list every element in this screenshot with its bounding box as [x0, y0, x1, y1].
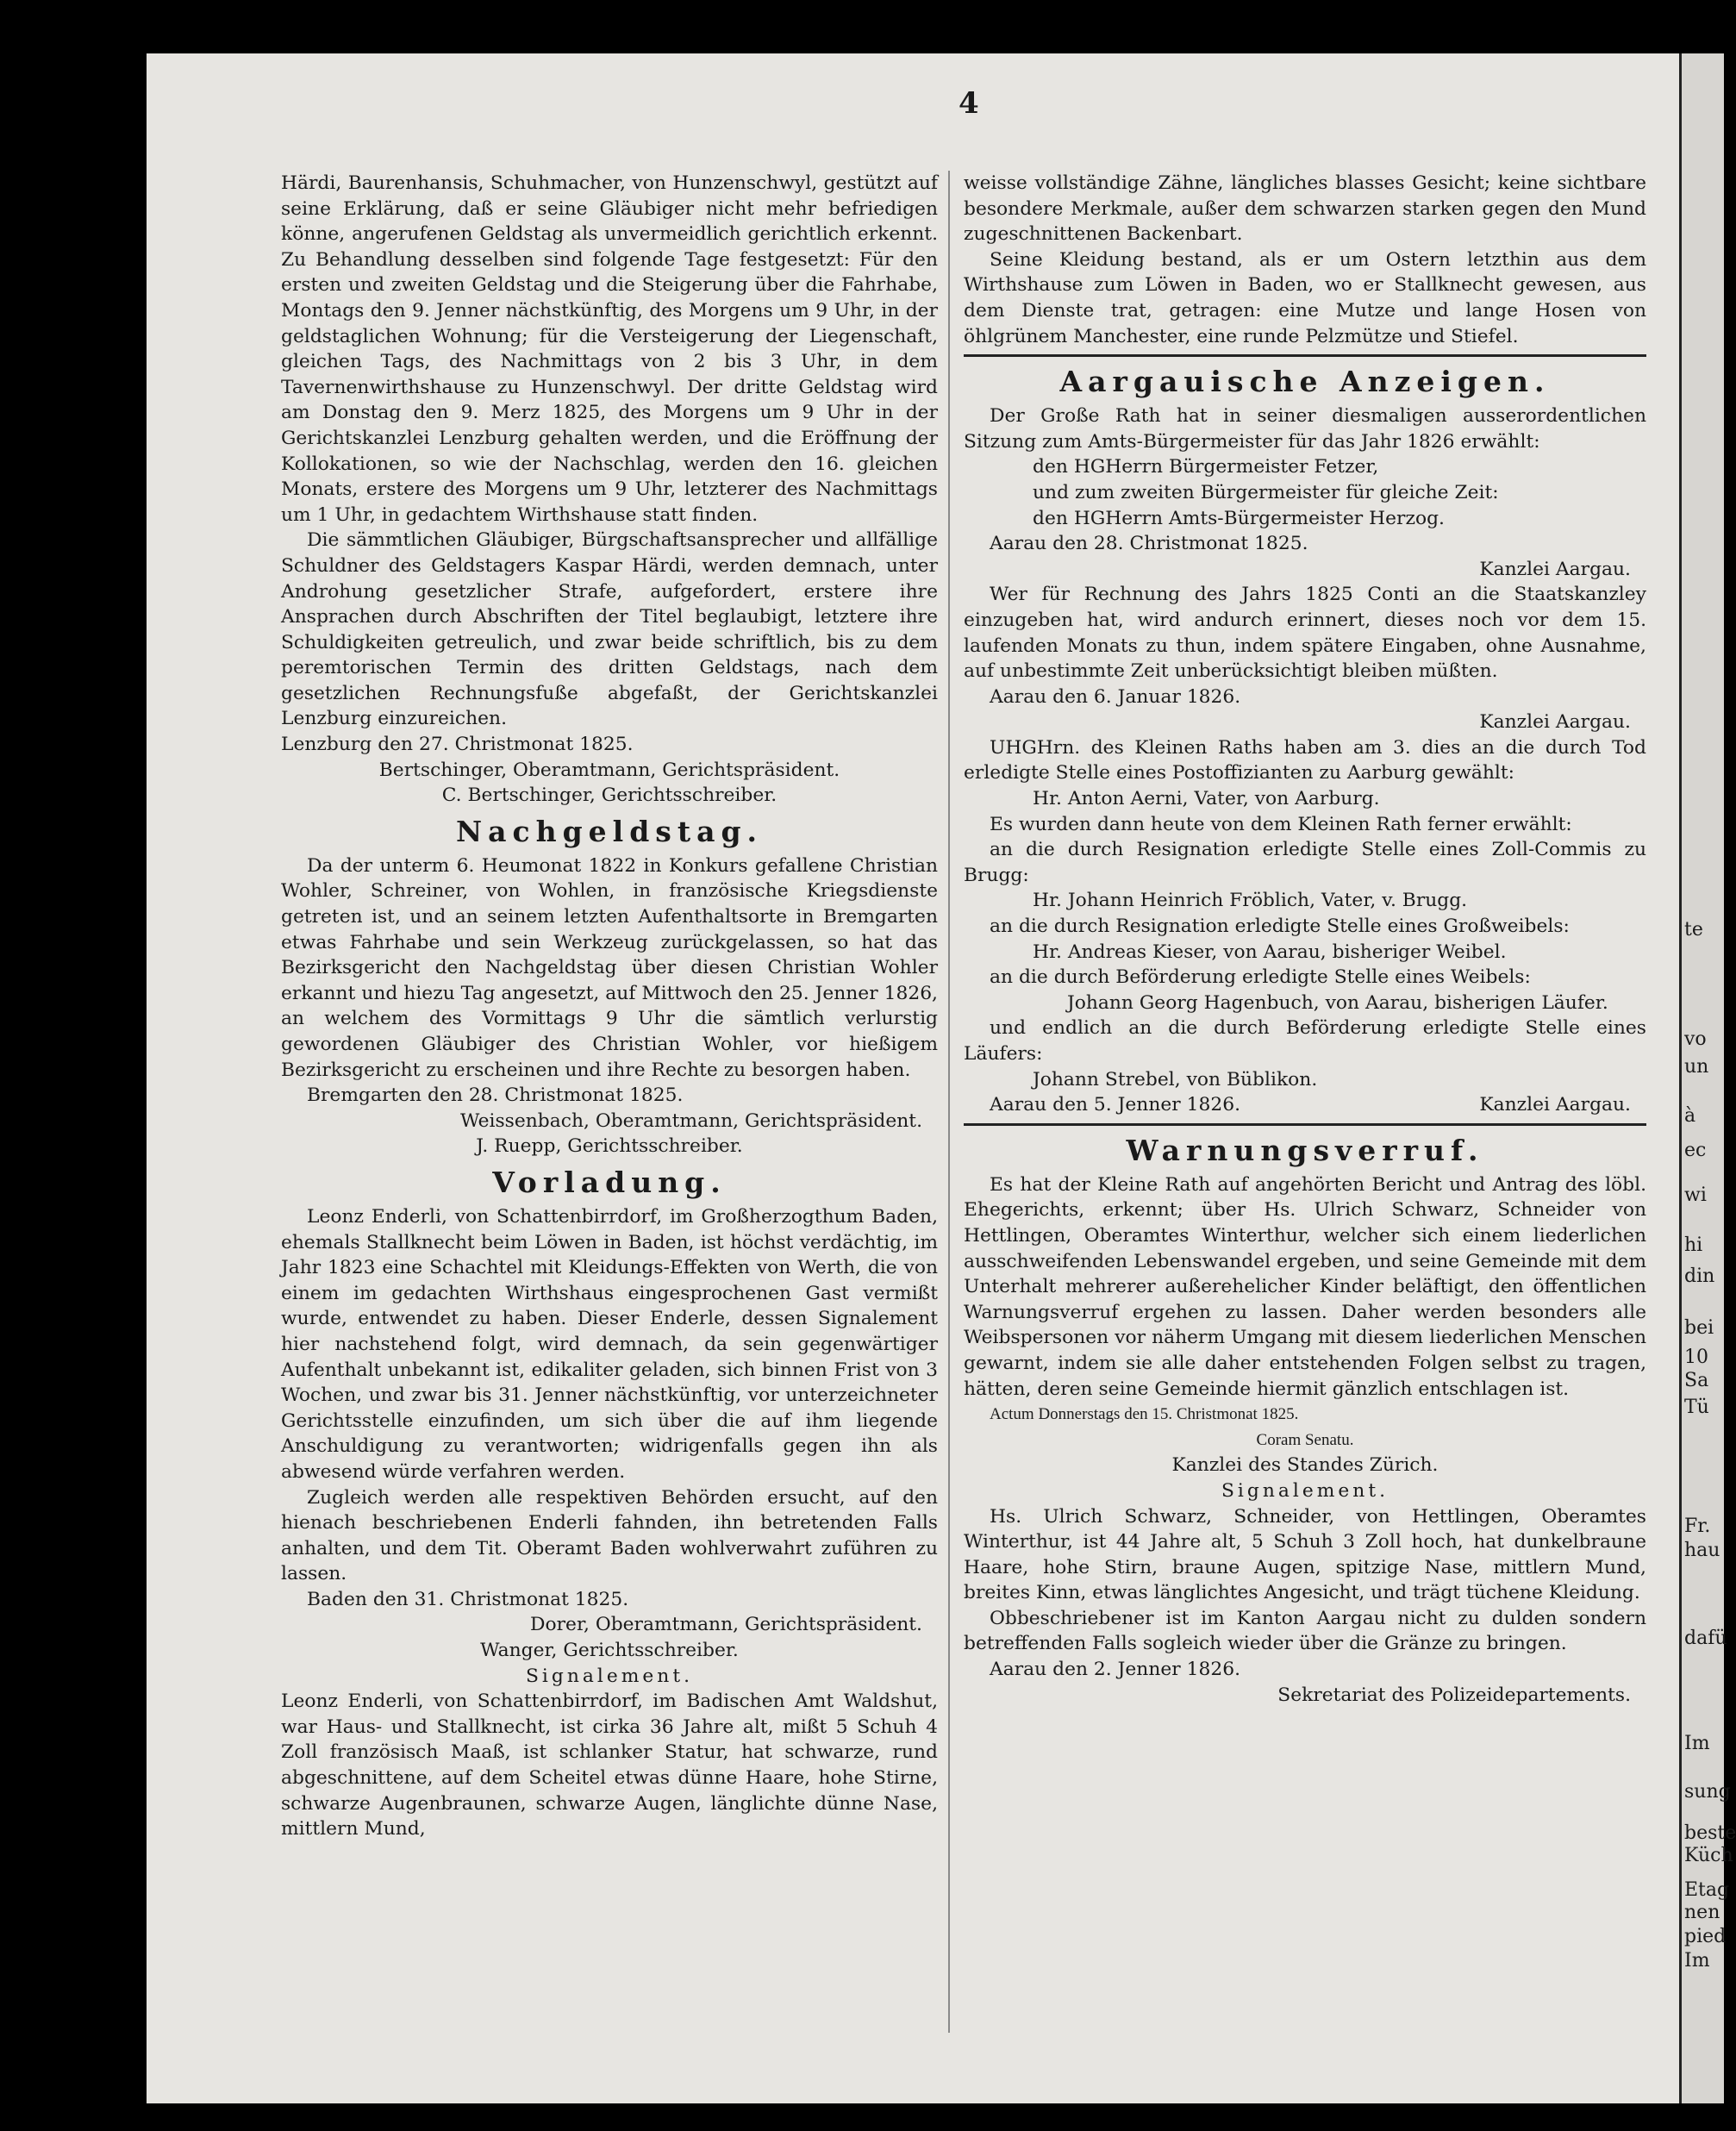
- vorladung-heading: Vorladung.: [492, 1165, 727, 1199]
- aargauische-text-3: UHGHrn. des Kleinen Raths haben am 3. dies an die durch Tod erledigte Stelle eines Postoffizianten zu Aarburg gewählt:: [964, 736, 1646, 784]
- column-divider: [948, 171, 950, 2033]
- warnungsverruf-text-2: Obbeschriebener ist im Kanton Aargau nicht zu dulden sondern betreffenden Falls sogleich wieder über die Gränze zu bringen.: [964, 1607, 1646, 1655]
- signalement-continuation-text: weisse vollständige Zähne, längliches blasses Gesicht; keine sichtbare besondere Merkmale, außer dem schwarzen starken gegen den Mund zugeschnittenen Backenbart.: [964, 172, 1646, 246]
- geldstag-continuation-text: Härdi, Baurenhansis, Schuhmacher, von Hunzenschwyl, gestützt auf seine Erklärung, daß er seine Gläubiger nicht mehr befriedigen könne, angerufenen Geldstag als unvermeidlich gerichtlich erkennt. Zu Behandlung desselben sind folgende Tage festgesetzt: Für den ersten und zweiten Geldstag und die Steigerung über die Fahrhabe, Montags den 9. Jenner nächstkünftig, des Morgens um 9 Uhr, in der geldstaglichen Wohnung; für die Versteigerung der Liegenschaft, gleichen Tags, des Nachmittags von 2 bis 3 Uhr, in dem Tavernenwirthshause zu Hunzenschwyl. Der dritte Geldstag wird am Donstag den 9. Merz 1825, des Morgens um 9 Uhr in der Gerichtskanzlei Lenzburg gehalten werden, und die Eröffnung der Kollokationen, so wie der Nachschlag, werden den 16. gleichen Monats, erstere des Morgens um 9 Uhr, letzterer des Nachmittags um 1 Uhr, in gedachtem Wirthshause statt finden.: [281, 172, 938, 526]
- aargauische-line-11: und endlich an die durch Beförderung erledigte Stelle eines Läufers:: [964, 1017, 1646, 1065]
- adjacent-fragment: din: [1684, 1265, 1715, 1287]
- warnungsverruf-signature-2: Sekretariat des Polizeidepartements.: [1277, 1684, 1631, 1706]
- adjacent-fragment: Sa: [1684, 1370, 1709, 1391]
- right-column: [964, 171, 1646, 1706]
- adjacent-fragment: Fr.: [1684, 1515, 1711, 1537]
- nachgeldstag-heading: Nachgeldstag.: [455, 814, 764, 848]
- warnungsverruf-coram: Coram Senatu.: [1256, 1430, 1354, 1449]
- aargauische-date-signature-row: [964, 1092, 1646, 1118]
- vorladung-signature-1: Dorer, Oberamtmann, Gerichtspräsident.: [530, 1614, 922, 1636]
- adjacent-fragment: sung: [1684, 1781, 1731, 1803]
- vorladung-text-2: Zugleich werden alle respektiven Behörden ersucht, auf den hienach beschriebenen Enderli fahnden, ihn betretenden Falls anhalten, und dem Tit. Oberamt Baden wohlverwahrt zuführen zu lassen.: [281, 1486, 938, 1585]
- left-column: [281, 171, 938, 2050]
- adjacent-fragment: Im: [1684, 1950, 1710, 1972]
- signalement-continuation-text-2: Seine Kleidung bestand, als er um Ostern letzthin aus dem Wirthshause zum Löwen in Baden, wo er Stallknecht gewesen, aus dem Dienste trat, getragen: eine Mutze und lange Hosen von öhlgrünem Manchester, eine runde Pelzmütze und Stiefel.: [964, 248, 1646, 347]
- adjacent-fragment: wi: [1684, 1184, 1707, 1206]
- adjacent-fragment: vo: [1684, 1028, 1707, 1050]
- aargauische-line-5: an die durch Resignation erledigte Stelle eines Zoll-Commis zu Brugg:: [964, 839, 1646, 886]
- page-number: 4: [959, 86, 979, 121]
- aargauische-signature-3: Kanzlei Aargau.: [1479, 1094, 1631, 1116]
- aargauische-line-6: Hr. Johann Heinrich Fröblich, Vater, v. Brugg.: [1033, 890, 1468, 912]
- adjacent-fragment: dafü: [1684, 1628, 1727, 1649]
- aargauische-anzeigen-heading: Aargauische Anzeigen.: [1059, 365, 1551, 399]
- warnungsverruf-heading: Warnungsverruf.: [1126, 1133, 1484, 1167]
- aargauische-date-2: Aarau den 6. Januar 1826.: [990, 685, 1241, 708]
- vorladung-text: Leonz Enderli, von Schattenbirrdorf, im Großherzogthum Baden, ehemals Stallknecht beim Löwen in Baden, ist höchst verdächtig, im Jahr 1823 eine Schachtel mit Kleidungs-Effekten von Werth, die von einem im gedachten Wirthshaus eingesprochenen Gast vermißt wurde, entwendet zu haben. Dieser Enderle, dessen Signalement hier nachstehend folgt, wird demnach, da sein gegenwärtiger Aufenthalt unbekannt ist, edikaliter geladen, sich binnen Frist von 3 Wochen, und zwar bis 31. Jenner nächstkünftig, vor unterzeichneter Gerichtsstelle einzufinden, um sich über die auf ihm liegende Anschuldigung zu verantworten; widrigenfalls gegen ihn als abwesend würde verfahren werden.: [281, 1205, 938, 1483]
- warnungsverruf-date: Aarau den 2. Jenner 1826.: [990, 1659, 1241, 1681]
- aargauische-date-1: Aarau den 28. Christmonat 1825.: [990, 533, 1308, 555]
- warnungsverruf-signalement-text: Hs. Ulrich Schwarz, Schneider, von Hettlingen, Oberamtes Winterthur, ist 44 Jahre alt, 5 Schuh 3 Zoll hoch, hat dunkelbraune Haare, hohe Stirn, braune Augen, spitzige Nase, mittlern Mund, breites Kinn, etwas länglichtes Angesicht, und trägt tüchene Kleidung.: [964, 1505, 1646, 1604]
- adjacent-fragment: pied: [1684, 1926, 1727, 1947]
- adjacent-fragment: 10: [1684, 1347, 1708, 1368]
- aargauische-line-8: Hr. Andreas Kieser, von Aarau, bisheriger Weibel.: [1033, 941, 1507, 963]
- aargauische-line-1: den HGHerrn Bürgermeister Fetzer,: [1033, 456, 1379, 478]
- adjacent-fragment: hi: [1684, 1234, 1703, 1256]
- geldstag-date: Lenzburg den 27. Christmonat 1825.: [281, 734, 634, 756]
- adjacent-fragment: te: [1684, 919, 1703, 941]
- adjacent-fragment: ec: [1684, 1140, 1707, 1161]
- warnungsverruf-signalement-heading: Signalement.: [1221, 1479, 1389, 1502]
- warnungsverruf-text: Es hat der Kleine Rath auf angehörten Bericht und Antrag des löbl. Ehegerichts, erkennt; über Hs. Ulrich Schwarz, Schneider von Hettlingen, Oberamtes Winterthur, welcher sich einem liederlichen ausschweifenden Lebenswandel ergeben, und seine Gemeinde mit dem Unterhalt mehrerer außerehelicher Kinder beläftigt, den öffentlichen Warnungsverruf ergehen zu lassen. Daher werden besonders alle Weibspersonen vor näherm Umgang mit diesem liederlichen Menschen gewarnt, indem sie alle daher entstehenden Folgen selbst zu tragen, hätten, deren seine Gemeinde hiermit gänzlich entschlagen ist.: [964, 1173, 1646, 1400]
- vorladung-date: Baden den 31. Christmonat 1825.: [307, 1588, 629, 1610]
- aargauische-signature-2: Kanzlei Aargau.: [1479, 711, 1631, 734]
- adjacent-fragment: Tü: [1684, 1397, 1709, 1418]
- aargauische-line-4: Hr. Anton Aerni, Vater, von Aarburg.: [1033, 788, 1380, 810]
- section-rule: [964, 1123, 1646, 1126]
- aargauische-date-3: Aarau den 5. Jenner 1826.: [990, 1094, 1241, 1116]
- nachgeldstag-text: Da der unterm 6. Heumonat 1822 in Konkurs gefallene Christian Wohler, Schreiner, von Wohlen, in französische Kriegsdienste getreten ist, und an seinem letzten Aufenthaltsorte in Bremgarten etwas Fahrhabe und sein Werkzeug zurückgelassen, so hat das Bezirksgericht den Nachgeldstag über diesen Christian Wohler erkannt und hiezu Tag angesetzt, auf Mittwoch den 25. Jenner 1826, an welchem des Vormittags 9 Uhr die sämtlich verlurstig gewordenen Gläubiger des Christian Wohler, vor hießigem Bezirksgericht zu erscheinen und ihre Rechte zu besorgen haben.: [281, 854, 938, 1081]
- adjacent-fragment: nen: [1684, 1902, 1720, 1923]
- adjacent-fragment: à: [1684, 1105, 1696, 1127]
- vorladung-signalement-text: Leonz Enderli, von Schattenbirrdorf, im Badischen Amt Waldshut, war Haus- und Stallknecht, ist cirka 36 Jahre alt, mißt 5 Schuh 4 Zoll französisch Maaß, ist schlanker Statur, hat schwarze, rund abgeschnittene, auf dem Scheitel etwas dünne Haare, hohe Stirne, schwarze Augenbraunen, schwarze Augen, länglichte dünne Nase, mittlern Mund,: [281, 1690, 938, 1840]
- aargauische-text: Der Große Rath hat in seiner diesmaligen ausserordentlichen Sitzung zum Amts-Bürgermeister für das Jahr 1826 erwählt:: [964, 405, 1646, 453]
- adjacent-fragment: Im: [1684, 1733, 1710, 1754]
- section-rule: [964, 354, 1646, 357]
- adjacent-fragment: Etag: [1684, 1879, 1730, 1901]
- aargauische-text-2: Wer für Rechnung des Jahrs 1825 Conti an die Staatskanzley einzugeben hat, wird andurch erinnert, dieses noch vor dem 15. laufenden Monats zu thun, indem spätere Eingaben, ohne Ausnahme, auf unbestimmte Zeit unberücksichtigt bleiben müßten.: [964, 584, 1646, 683]
- aargauische-line-3: den HGHerrn Amts-Bürgermeister Herzog.: [1033, 507, 1445, 529]
- adjacent-page-strip: [1679, 53, 1736, 2103]
- warnungsverruf-actum: Actum Donnerstags den 15. Christmonat 1825.: [990, 1405, 1299, 1424]
- nachgeldstag-signature-2: J. Ruepp, Gerichtsschreiber.: [476, 1135, 743, 1158]
- warnungsverruf-signature-1: Kanzlei des Standes Zürich.: [1171, 1454, 1439, 1477]
- vorladung-signalement-heading: Signalement.: [525, 1665, 694, 1687]
- aargauische-line-9: an die durch Beförderung erledigte Stelle eines Weibels:: [990, 966, 1531, 989]
- adjacent-fragment: hau: [1684, 1540, 1720, 1561]
- aargauische-line-12: Johann Strebel, von Büblikon.: [1033, 1068, 1318, 1090]
- nachgeldstag-signature-1: Weissenbach, Oberamtmann, Gerichtspräsident.: [459, 1109, 922, 1132]
- adjacent-fragment: un: [1684, 1056, 1709, 1078]
- adjacent-fragment: bei: [1684, 1317, 1714, 1339]
- vorladung-signature-2: Wanger, Gerichtsschreiber.: [480, 1640, 739, 1662]
- geldstag-signature-2: C. Bertschinger, Gerichtsschreiber.: [441, 784, 777, 807]
- aargauische-line-10: Johann Georg Hagenbuch, von Aarau, bisherigen Läufer.: [1067, 991, 1608, 1014]
- aargauische-line-2: und zum zweiten Bürgermeister für gleiche Zeit:: [1033, 481, 1499, 503]
- aargauische-line-7: an die durch Resignation erledigte Stelle eines Großweibels:: [990, 916, 1570, 938]
- adjacent-fragment: Küch: [1684, 1845, 1733, 1866]
- adjacent-fragment: beste: [1684, 1822, 1736, 1844]
- geldstag-signature-1: Bertschinger, Oberamtmann, Gerichtspräsident.: [378, 759, 840, 781]
- page-gutter-line: [1679, 53, 1682, 2103]
- nachgeldstag-date: Bremgarten den 28. Christmonat 1825.: [307, 1084, 684, 1107]
- aargauische-text-4: Es wurden dann heute von dem Kleinen Rath ferner erwählt:: [990, 813, 1572, 835]
- geldstag-continuation-text-2: Die sämmtlichen Gläubiger, Bürgschaftsansprecher und allfällige Schuldner des Geldstagers Kaspar Härdi, werden demnach, unter Androhung gesetzlicher Strafe, aufgefordert, erstere ihre Ansprachen durch Abschriften der Titel beglaubigt, letztere ihre Schuldigkeiten getreulich, und zwar beide schriftlich, bis zu dem peremtorischen Termin des dritten Geldstags, nach dem gesetzlichen Rechnungsfuße abgefaßt, der Gerichtskanzlei Lenzburg einzureichen.: [281, 529, 938, 730]
- aargauische-signature-1: Kanzlei Aargau.: [1479, 558, 1631, 580]
